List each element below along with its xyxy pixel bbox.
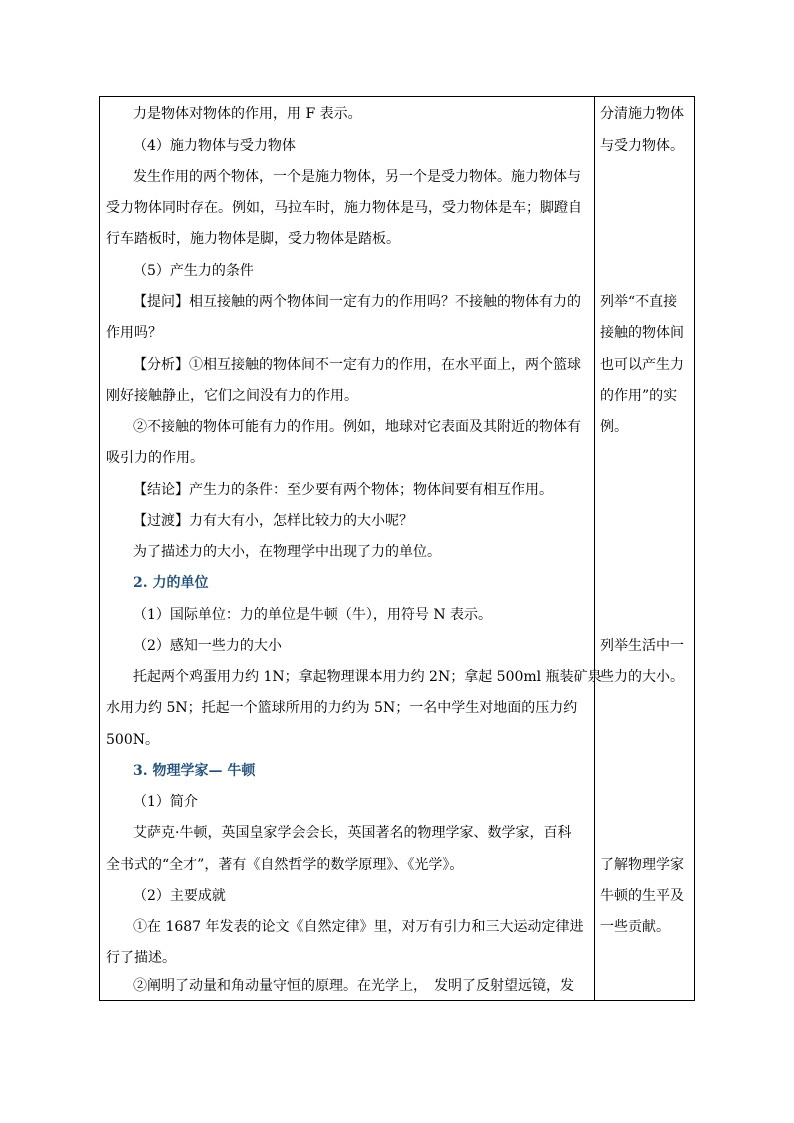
content-line: 【提问】相互接触的两个物体间一定有力的作用吗？不接触的物体有力的 [133, 294, 581, 310]
content-line: 水用力约 5N；托起一个篮球所用的力约为 5N；一名中学生对地面的压力约 [106, 700, 578, 716]
side-note-line: 牛顿的生平及 [600, 888, 684, 904]
content-line: 行车踏板时，施力物体是脚，受力物体是踏板。 [106, 231, 400, 247]
content-line: ①在 1687 年发表的论文《自然定律》里，对万有引力和三大运动定律进 [133, 919, 584, 935]
content-line: 【分析】①相互接触的物体间不一定有力的作用，在水平面上，两个篮球 [133, 357, 581, 373]
content-line: 力是物体对物体的作用，用 F 表示。 [133, 106, 362, 122]
content-line: 行了描述。 [106, 950, 176, 966]
side-note-line: 也可以产生力 [600, 357, 684, 373]
side-note-line: 的作用”的实 [600, 388, 678, 404]
content-line: 全书式的“全才”，著有《自然哲学的数学原理》、《光学》。 [106, 857, 464, 873]
content-line: ②不接触的物体可能有力的作用。例如，地球对它表面及其附近的物体有 [133, 419, 581, 435]
lesson-content-column [100, 97, 602, 1000]
content-line: 【结论】产生力的条件：至少要有两个物体；物体间要有相互作用。 [133, 482, 553, 498]
side-note-line: 与受力物体。 [600, 138, 684, 154]
content-line: （5）产生力的条件 [133, 263, 254, 279]
design-intent-column [595, 97, 695, 1000]
side-note-line: 了解物理学家 [600, 857, 684, 873]
section-heading: 2. 力的单位 [133, 575, 209, 591]
side-note-line: 些力的大小。 [600, 669, 684, 685]
content-line: （2）感知一些力的大小 [133, 638, 282, 654]
side-note-line: 分清施力物体 [600, 106, 684, 122]
content-line: 托起两个鸡蛋用力约 1N；拿起物理课本用力约 2N；拿起 500ml 瓶装矿泉 [133, 669, 602, 685]
content-line: 艾萨克·牛顿，英国皇家学会会长，英国著名的物理学家、数学家，百科 [133, 825, 572, 841]
content-line: （1）国际单位：力的单位是牛顿（牛），用符号 N 表示。 [133, 607, 493, 623]
section-heading: 3. 物理学家— 牛顿 [133, 763, 256, 779]
content-line: 发生作用的两个物体，一个是施力物体，另一个是受力物体。施力物体与 [133, 169, 581, 185]
side-note-line: 接触的物体间 [600, 325, 684, 341]
content-line: （4）施力物体与受力物体 [133, 138, 296, 154]
content-line: ②阐明了动量和角动量守恒的原理。在光学上， 发明了反射望远镜，发 [133, 978, 574, 994]
content-line: 为了描述力的大小，在物理学中出现了力的单位。 [133, 544, 441, 560]
content-line: 刚好接触静止，它们之间没有力的作用。 [106, 388, 358, 404]
content-line: 【过渡】力有大有小，怎样比较力的大小呢？ [133, 513, 413, 529]
lesson-table [99, 96, 695, 1001]
side-note-line: 一些贡献。 [600, 919, 670, 935]
content-line: 作用吗？ [106, 325, 162, 341]
content-line: 吸引力的作用。 [106, 450, 204, 466]
content-line: （1）简介 [133, 794, 198, 810]
content-line: 500N。 [106, 732, 159, 748]
side-note-line: 例。 [600, 419, 628, 435]
side-note-line: 列举生活中一 [600, 638, 684, 654]
content-line: 受力物体同时存在。例如，马拉车时，施力物体是马，受力物体是车；脚蹬自 [106, 200, 582, 216]
side-note-line: 列举“不直接 [600, 294, 678, 310]
content-line: （2）主要成就 [133, 888, 226, 904]
